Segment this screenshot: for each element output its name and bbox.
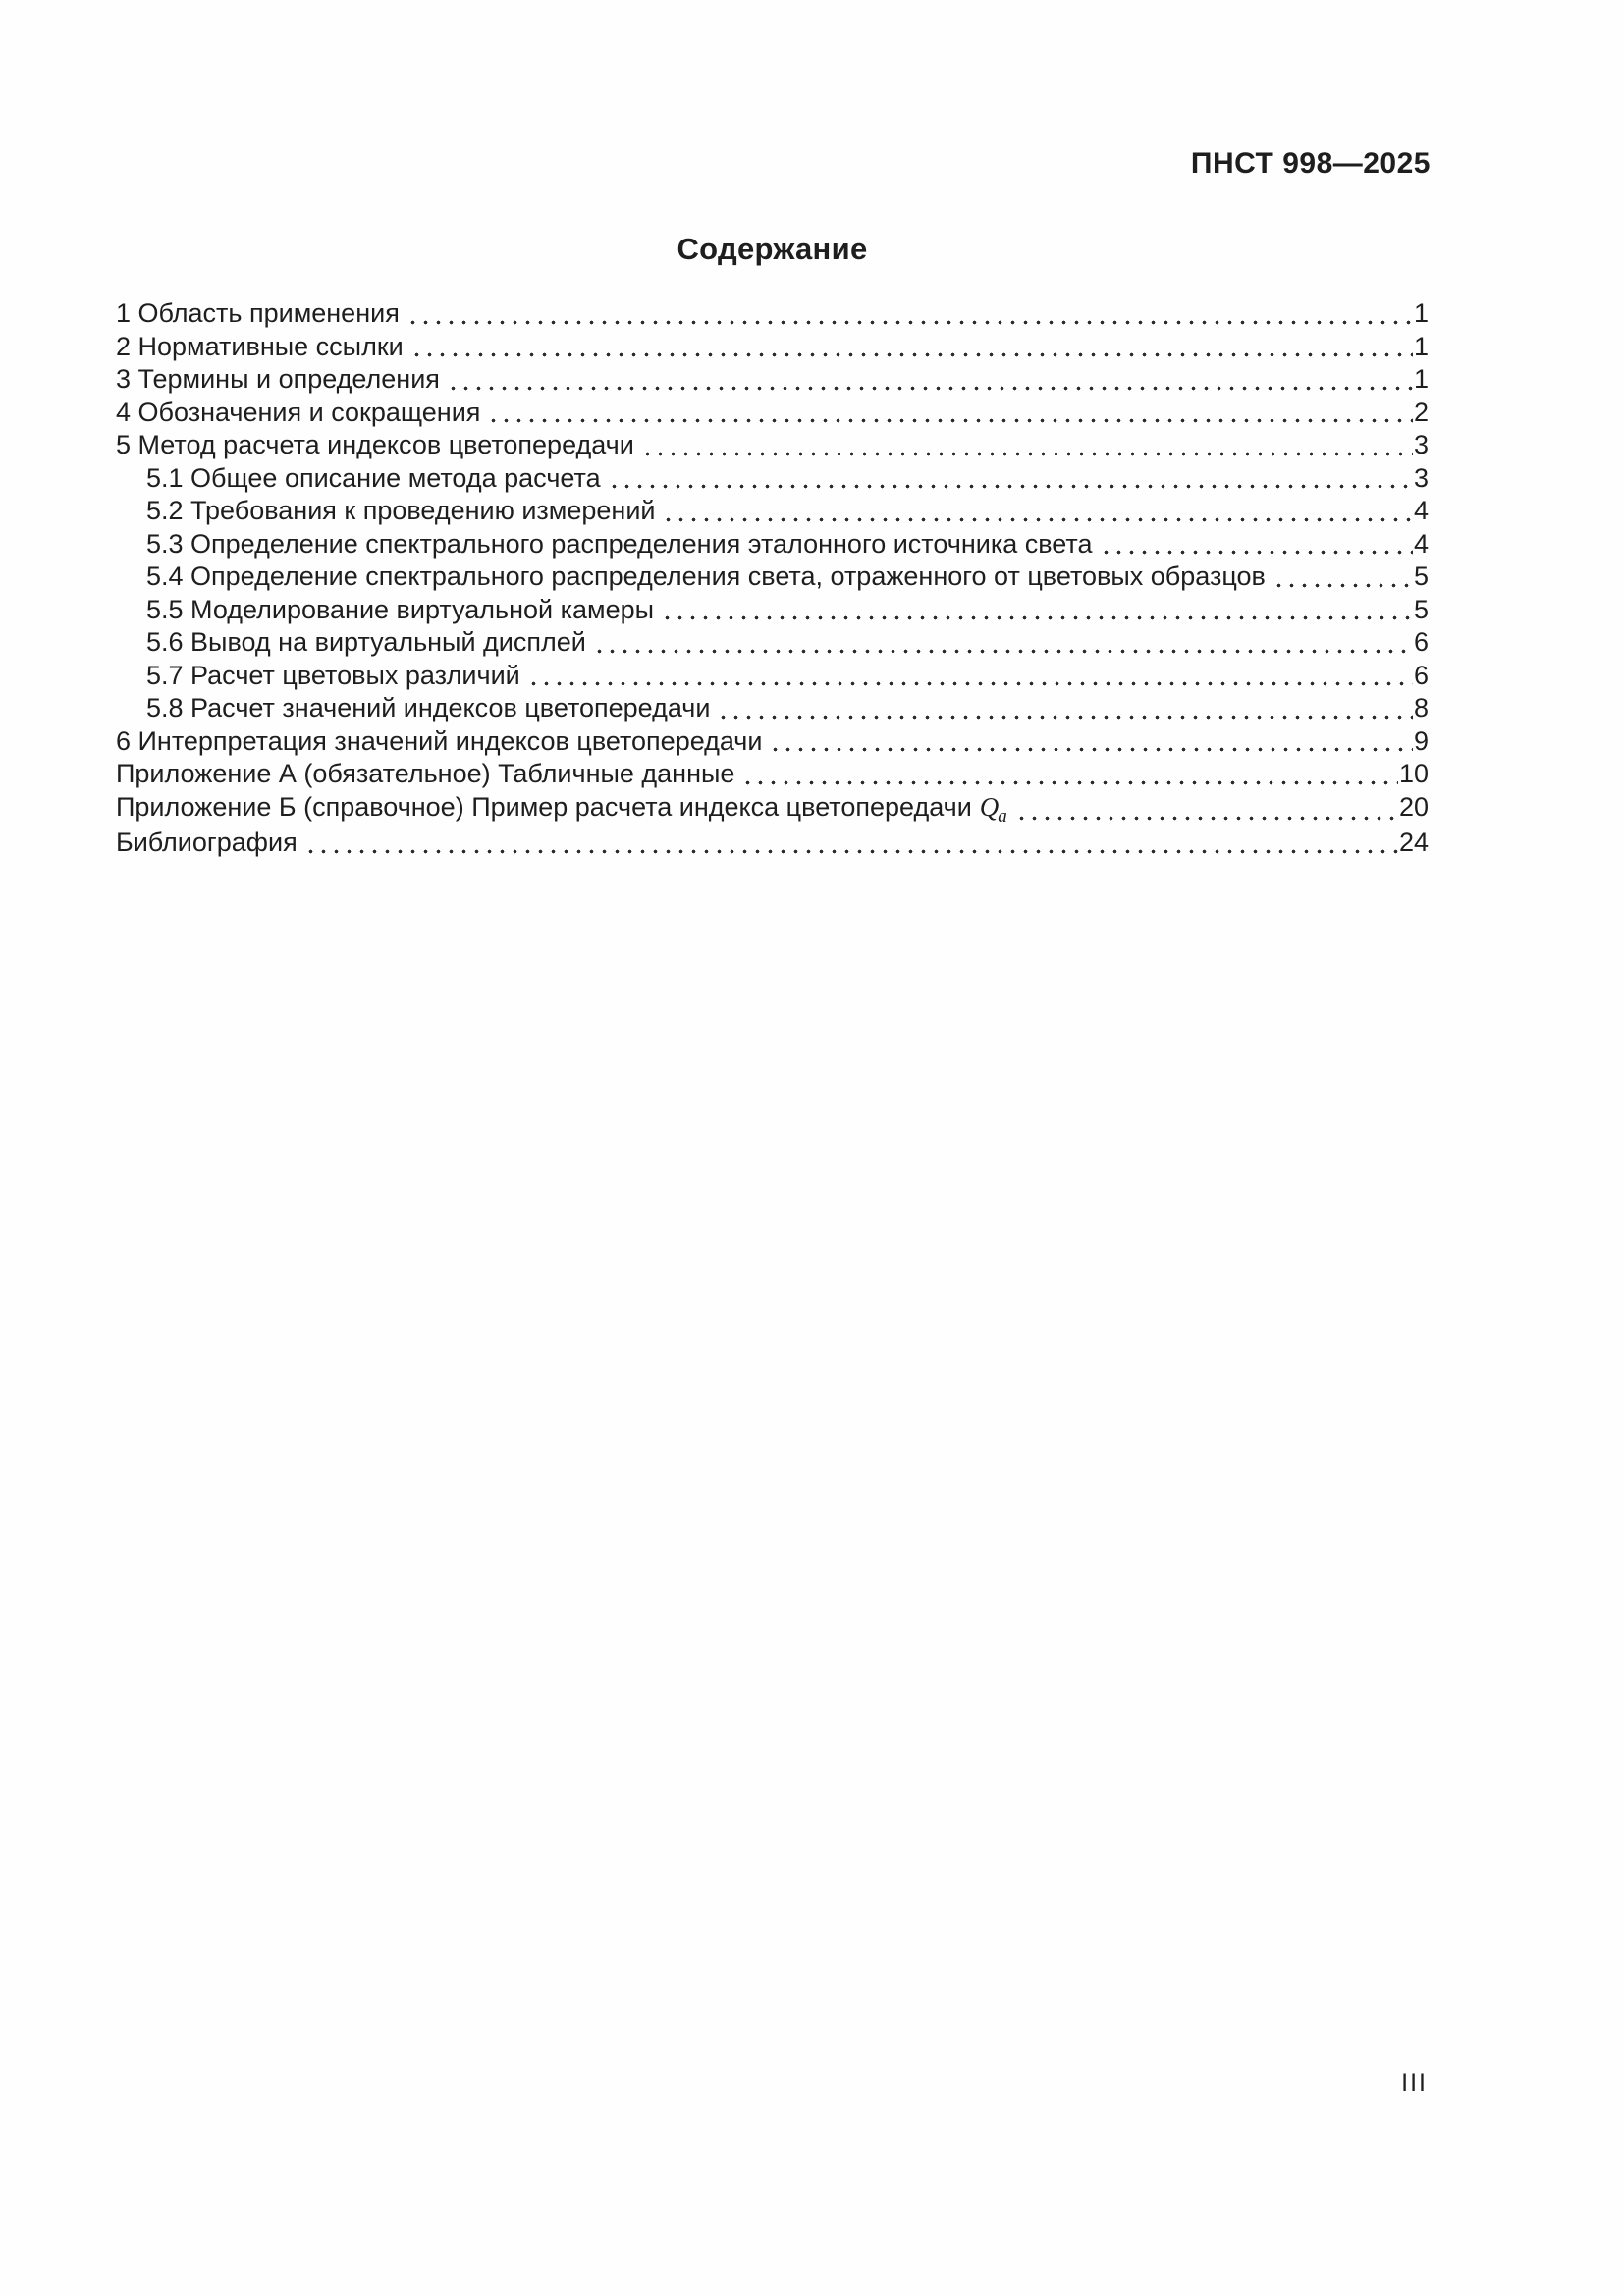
toc-entry-page: 8 — [1413, 693, 1429, 722]
toc-entry — [116, 594, 1429, 627]
toc-entry — [116, 725, 1429, 759]
toc-dot-leader — [608, 484, 1413, 489]
toc-entry-page: 5 — [1413, 594, 1429, 624]
toc-entry-page: 3 — [1413, 430, 1429, 459]
toc-dot-leader — [662, 517, 1412, 522]
qa-symbol-subscript: a — [998, 805, 1007, 827]
toc-entry-page: 6 — [1413, 660, 1429, 690]
toc-dot-leader — [717, 715, 1413, 720]
toc-dot-leader — [1015, 816, 1398, 821]
toc-entry-page: 5 — [1413, 561, 1429, 591]
toc-dot-leader — [304, 849, 1398, 854]
toc-entry-page: 1 — [1413, 331, 1429, 361]
toc-entry-label: 2 Нормативные ссылки — [116, 331, 404, 361]
toc-entry — [116, 495, 1429, 528]
toc-dot-leader — [447, 386, 1413, 391]
toc-entry — [116, 692, 1429, 725]
toc-entry-page: 24 — [1398, 828, 1429, 857]
qa-index-symbol — [980, 791, 1008, 828]
toc-dot-leader — [487, 418, 1413, 423]
toc-entry-label: 5.8 Расчет значений индексов цветопередачи — [146, 693, 711, 722]
toc-entry-label: 5.7 Расчет цветовых различий — [146, 660, 520, 690]
toc-dot-leader — [741, 780, 1398, 785]
toc-entry-label: Библиография — [116, 828, 298, 857]
toc-dot-leader — [593, 649, 1413, 654]
toc-dot-leader — [1272, 583, 1413, 588]
toc-entry — [116, 758, 1429, 791]
toc-entry-page: 6 — [1413, 627, 1429, 657]
toc-entry-label: 5 Метод расчета индексов цветопередачи — [116, 430, 634, 459]
toc-entry-page: 20 — [1398, 791, 1429, 822]
table-of-contents — [116, 297, 1429, 860]
toc-entry — [116, 791, 1429, 828]
toc-dot-leader — [1100, 550, 1413, 555]
toc-entry-label: Приложение Б (справочное) Пример расчета индекса цветопередачи — [116, 791, 972, 822]
toc-entry-label: 6 Интерпретация значений индексов цветопередачи — [116, 725, 763, 756]
toc-dot-leader — [661, 615, 1413, 620]
toc-entry-page: 4 — [1413, 528, 1429, 559]
toc-entry-page: 1 — [1413, 298, 1429, 328]
toc-dot-leader — [641, 452, 1413, 456]
toc-entry — [116, 429, 1429, 462]
toc-entry-page: 9 — [1413, 725, 1429, 756]
toc-entry-label: 1 Область применения — [116, 298, 400, 328]
toc-entry — [116, 660, 1429, 693]
toc-entry-page: 1 — [1413, 364, 1429, 394]
toc-dot-leader — [769, 747, 1413, 752]
toc-entry — [116, 331, 1429, 364]
toc-entry — [116, 561, 1429, 594]
toc-entry-label: 3 Термины и определения — [116, 364, 440, 394]
toc-entry — [116, 528, 1429, 561]
document-code: ПНСТ 998—2025 — [1190, 147, 1431, 180]
toc-entry-page: 2 — [1413, 397, 1429, 427]
qa-symbol-letter: Q — [979, 791, 1000, 822]
toc-entry-label: Приложение А (обязательное) Табличные данные — [116, 759, 735, 788]
toc-entry-label: 5.3 Определение спектрального распределения эталонного источника света — [146, 528, 1093, 559]
toc-entry-label: 5.5 Моделирование виртуальной камеры — [146, 594, 655, 624]
toc-entry-page: 10 — [1398, 759, 1429, 788]
footer-page-number: III — [1401, 2069, 1428, 2097]
toc-entry-page: 3 — [1413, 462, 1429, 493]
toc-entry — [116, 363, 1429, 397]
toc-entry — [116, 397, 1429, 430]
toc-dot-leader — [406, 320, 1413, 325]
page-title: Содержание — [677, 232, 868, 266]
toc-entry-page: 4 — [1413, 496, 1429, 525]
toc-entry-label: 5.4 Определение спектрального распределения света, отраженного от цветовых образцов — [146, 561, 1266, 591]
toc-entry — [116, 827, 1429, 860]
toc-entry — [116, 462, 1429, 496]
toc-entry-label: 4 Обозначения и сокращения — [116, 397, 481, 427]
toc-dot-leader — [410, 352, 1413, 357]
toc-entry-label: 5.2 Требования к проведению измерений — [146, 496, 656, 525]
toc-entry-label: 5.6 Вывод на виртуальный дисплей — [146, 627, 586, 657]
toc-entry-label: 5.1 Общее описание метода расчета — [146, 462, 601, 493]
toc-dot-leader — [527, 681, 1413, 686]
toc-content — [116, 232, 1429, 860]
toc-entry — [116, 297, 1429, 331]
toc-entry — [116, 626, 1429, 660]
